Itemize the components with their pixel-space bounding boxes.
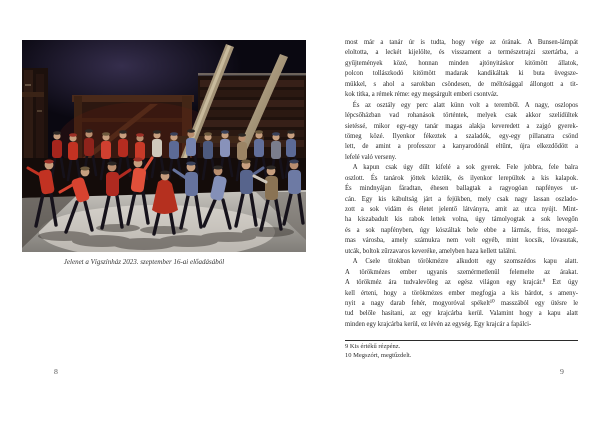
body-text-line: és a sok napfényben, úgy kószáltak bele ebbe a lármás, friss, mozgal-: [345, 224, 579, 234]
body-text-line: kok titka, a rémek réme: egy megsárgult emberi csontváz.: [345, 89, 499, 99]
body-text-line: A Csele titokban törökmézre alkudott egy szomszédos kapu alatt.: [352, 256, 579, 266]
footnotes: [345, 343, 578, 361]
body-text-line: most már a tanár úr is tudta, hogy vége az órának. A Bunsen-lámpát: [345, 37, 579, 46]
body-text-line: lefelé való verseny.: [345, 151, 397, 161]
footnote-separator: [345, 340, 578, 341]
body-text-line: utcák, boltok zűrzavaros keveréke, amelyben haza kellett találni.: [345, 245, 517, 255]
body-text-line: gyűjtemények közé, honnan minden ajtónyitáskor kitömött állatok,: [345, 57, 579, 67]
body-text-line: És az osztály egy perc alatt künn volt a teremből. A nagy, oszlopos: [352, 99, 579, 109]
body-text-line: tömeg közé. Ilyenkor fékeztek a szaladók, egy-egy pillanatra csönd: [345, 130, 579, 140]
body-text: [345, 37, 578, 329]
body-text-line: A törökmézes ember ugyanis szemérmetlenül felemelte az árakat.: [345, 266, 579, 276]
body-text-line: kell érteni, hogy a törökmézes ember megfogja a kis bárdot, s ameny-: [345, 287, 579, 297]
body-text-line: zott a sok vidám és életet jelentő látványra, amit az utca nyújt. Mint-: [345, 204, 579, 213]
footnote-10: 10 Megszórt, megtűzdelt.: [345, 351, 412, 359]
photo-figure: [22, 40, 306, 252]
body-text-line: oszlott. És tanárok jöttek köztük, és ilyenkor lerepültek a kis kalapok.: [345, 172, 579, 182]
body-text-line: lépcsőházban vad rohanások történtek, melyek csak akkor szelídültek: [345, 110, 579, 120]
body-text-line: mas városba, amely számukra nem volt egyéb, mint kocsik, lóvasutak,: [345, 235, 579, 245]
body-text-line: eloltotta, a leckét kijelölte, és visszament a természetrajzi szertárba, a: [345, 47, 579, 57]
footnote-9: 9 Kis értékű rézpénz.: [345, 343, 401, 350]
body-text-line: És mindnyájan fáradtan, éhesen ballagtak a ragyogóan napfényes ut-: [345, 183, 579, 193]
body-text-line: lett, de amint a professzor a kanyarodónál eltűnt, újra elkezdődött a: [345, 141, 579, 151]
body-text-line: sietéssé, mikor egy-egy tanár magas alakja keveredett a zajgó gyerek-: [345, 120, 579, 130]
body-text-line: ha kiszabadult kis rabok lettek volna, úgy támolyogtak a sok levegőn: [345, 214, 579, 224]
body-text-line: polcon tollászkodó kitömött madarak kandikáltak ki buta üvegsze-: [345, 68, 579, 78]
body-text-line: minden egy krajcárba kerül, ez lévén az egység. Egy krajcár a fapálci-: [345, 318, 532, 328]
body-text-line: nyit a nagy darab fehér, mogyoróval spékelt¹⁰ masszából egy ütésre le: [345, 297, 579, 307]
photo-caption: Jelenet a Vígszínház 2023. szeptember 16-ai előadásából: [63, 258, 225, 266]
page-number-left: 8: [54, 367, 58, 376]
body-text-line: mükkel, s ahol a sarokban csöndesen, de méltósággal állongott a tit-: [345, 78, 579, 88]
page-number-right: 9: [560, 367, 564, 376]
body-text-line: A kapun csak úgy dűlt kifelé a sok gyerek. Fele jobbra, fele balra: [352, 162, 579, 172]
body-text-line: cán. Egy kis kábultság járt a fejükben, mely csak nagy lassan oszlado-: [345, 193, 579, 203]
body-text-line: tud belőle hasítani, az egy krajcárba kerül. Valamint hogy a kapu alatt: [345, 308, 579, 318]
stage-photo-illustration: [22, 40, 306, 252]
body-text-line: A törökméz ára tudvalevőleg az egész világon egy krajcár.⁹ Ezt úgy: [345, 277, 579, 287]
